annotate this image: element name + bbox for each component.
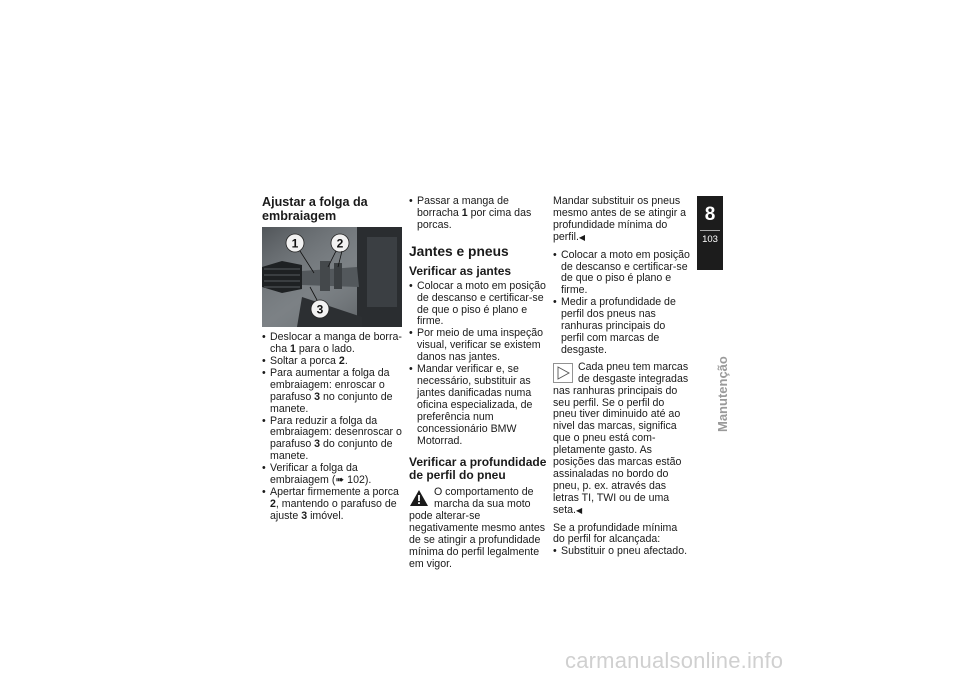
callout-3: 3 — [316, 302, 324, 317]
warning-icon — [409, 488, 429, 508]
tread-steps-list — [553, 250, 690, 357]
page-number: 103 — [702, 234, 718, 245]
watermark: carmanualsonline.info — [565, 648, 784, 673]
chapter-divider — [700, 230, 720, 231]
closing-text: Se a profundidade mínima do perfil for alcançada: — [553, 521, 678, 546]
chapter-title: Manutenção — [715, 356, 730, 432]
clutch-heading: Ajustar a folga da embraiagem — [262, 195, 368, 223]
list-item: • Para aumentar a folga da embraiagem: enroscar o parafuso 3 no conjunto de manete. — [262, 368, 404, 416]
list-item: • Substituir o pneu afectado. — [553, 546, 690, 558]
intro-text: Mandar substituir os pneus mesmo antes de se atingir a profundidade mínima do perfil.◀ — [553, 195, 687, 243]
list-item: • Soltar a porca 2. — [262, 356, 404, 368]
info-note — [553, 362, 690, 517]
rims-steps-list — [409, 281, 547, 448]
list-item: • Deslocar a manga de borracha 1 para o lado. — [262, 332, 404, 356]
info-text: Cada pneu tem marcas de desgaste integradas nas ranhuras principais do seu perfil. Se o perfil do pneu tiver diminuido até ao nivel das marcas, significa que o pneu está completamente gasto. As posições das marcas estão assinaladas no bordo do pneu, p. ex. através das letras TI, TWI ou de uma seta. — [553, 360, 689, 516]
rims-heading: Verificar as jantes — [409, 263, 512, 278]
replace-step — [553, 546, 690, 558]
list-item: • Verificar a folga da embraiagem (➠ 102). — [262, 463, 404, 487]
end-mark-icon: ◀ — [575, 505, 583, 515]
list-item: • Passar a manga de borracha 1 por cima das porcas. — [409, 196, 547, 232]
list-item: • Colocar a moto em posição de descanso e certificar-se de que o piso é plano e firme. — [409, 281, 547, 329]
clutch-steps-list — [262, 332, 404, 523]
clutch-photo-image — [262, 227, 402, 327]
callout-2: 2 — [336, 236, 344, 251]
list-item: • Apertar firmemente a porca 2, mantendo o parafuso de ajuste 3 imóvel. — [262, 487, 404, 523]
sleeve-step — [409, 196, 547, 232]
tread-heading: Verificar a profundidade de perfil do pneu — [409, 455, 547, 483]
list-item: • Medir a profundidade de perfil dos pneus nas ranhuras principais do perfil com marcas de desgaste. — [553, 297, 690, 357]
column-3 — [553, 196, 690, 558]
column-2 — [409, 196, 547, 571]
chapter-tab — [697, 196, 723, 270]
section-title: Jantes e pneus — [409, 243, 509, 259]
chapter-number: 8 — [704, 204, 716, 225]
callout-1: 1 — [291, 236, 299, 251]
list-item: • Para reduzir a folga da embraiagem: desenroscar o parafuso 3 do conjunto de manete. — [262, 416, 404, 464]
list-item: • Colocar a moto em posição de descanso e certificar-se de que o piso é plano e firme. — [553, 250, 690, 298]
chapter-side-label — [698, 352, 730, 432]
list-item: • Por meio de uma inspeção visual, verificar se existem danos nas jantes. — [409, 328, 547, 364]
warning-note — [409, 487, 547, 570]
end-mark-icon: ◀ — [578, 232, 586, 242]
warning-text: O comportamento de marcha da sua moto pode alterar-se negativamente mesmo antes de se atingir a profundidade mínima do perfil legalmente em vigor. — [409, 486, 546, 570]
info-triangle-icon — [553, 363, 573, 383]
list-item: • Mandar verificar e, se necessário, substituir as jantes danificadas numa oficina especializada, de preferência num concessionário BMW Motorrad. — [409, 364, 547, 447]
clutch-lever-photo — [262, 227, 402, 327]
column-1 — [262, 196, 404, 523]
